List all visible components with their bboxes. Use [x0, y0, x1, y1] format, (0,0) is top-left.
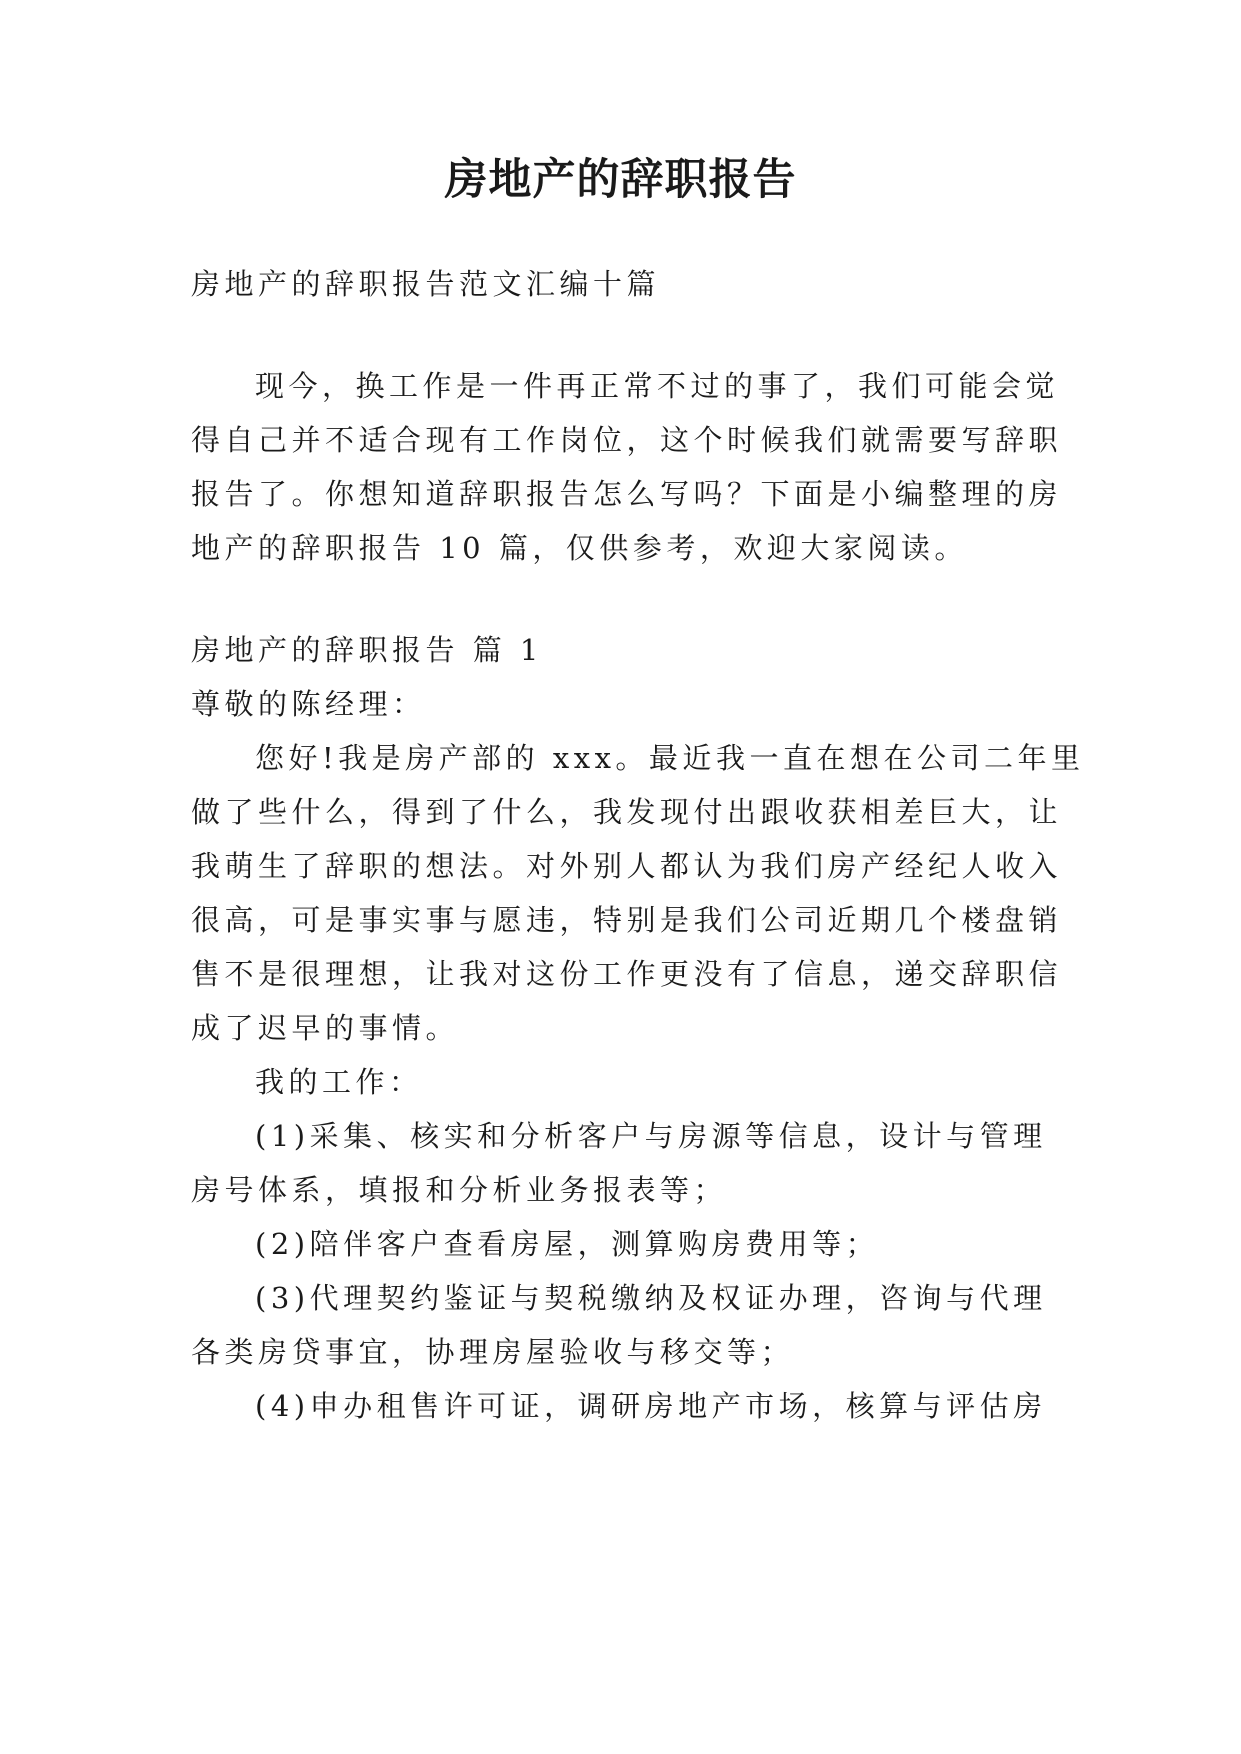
- intro-line: 地产的辞职报告 10 篇，仅供参考，欢迎大家阅读。: [191, 531, 968, 565]
- work-line: (2)陪伴客户查看房屋，测算购房费用等；: [255, 1227, 880, 1261]
- body-line: 我萌生了辞职的想法。对外别人都认为我们房产经纪人收入: [191, 849, 1063, 883]
- work-line: 各类房贷事宜，协理房屋验收与移交等；: [191, 1335, 795, 1369]
- body-line: 很高，可是事实事与愿违，特别是我们公司近期几个楼盘销: [191, 903, 1063, 937]
- intro-line: 现今，换工作是一件再正常不过的事了，我们可能会觉: [255, 369, 1060, 403]
- body-line: 售不是很理想，让我对这份工作更没有了信息，递交辞职信: [191, 957, 1063, 991]
- intro-line: 报告了。你想知道辞职报告怎么写吗？下面是小编整理的房: [191, 477, 1063, 511]
- section-heading: 房地产的辞职报告 篇 1: [191, 633, 543, 667]
- work-line: 房号体系，填报和分析业务报表等；: [191, 1173, 728, 1207]
- body-line: 做了些什么，得到了什么，我发现付出跟收获相差巨大，让: [191, 795, 1063, 829]
- document-subtitle: 房地产的辞职报告范文汇编十篇: [191, 267, 661, 301]
- work-line: (1)采集、核实和分析客户与房源等信息，设计与管理: [255, 1119, 1047, 1153]
- work-heading: 我的工作：: [255, 1065, 423, 1099]
- body-line: 您好!我是房产部的 xxx。最近我一直在想在公司二年里: [255, 741, 1085, 775]
- document-title: 房地产的辞职报告: [444, 155, 797, 205]
- work-line: (4)申办租售许可证，调研房地产市场，核算与评估房: [255, 1389, 1047, 1423]
- intro-line: 得自己并不适合现有工作岗位，这个时候我们就需要写辞职: [191, 423, 1063, 457]
- body-line: 成了迟早的事情。: [191, 1011, 460, 1045]
- salutation: 尊敬的陈经理：: [191, 687, 426, 721]
- work-line: (3)代理契约鉴证与契税缴纳及权证办理，咨询与代理: [255, 1281, 1047, 1315]
